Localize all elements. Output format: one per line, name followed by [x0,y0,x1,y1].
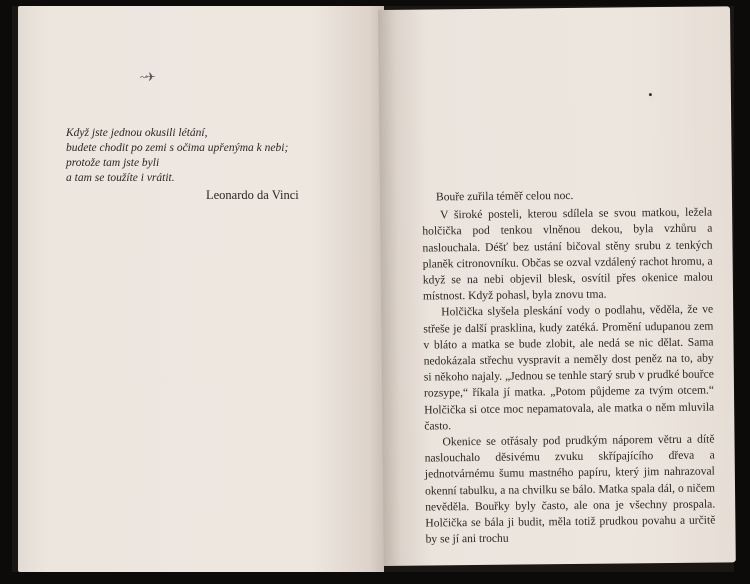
epigraph-line: protože tam jste byli [66,157,160,169]
paragraph: V široké posteli, kterou sdílela se svou matkou, ležela holčička pod tenkou vlněnou dekou, byla vzhůru a naslouchala. Déšť bez ustání bičoval stěny srubu z tenkých planěk citronovníku. Občas se ozval vzdálený rachot hromu, a když se na nebi objevil blesk, osvítil přes okenice malou místnost. Když pohasl, byla znovu tma. [422,205,713,303]
epigraph-line: Když jste jednou okusili létání, [66,127,208,139]
left-page [18,6,384,572]
right-page [378,6,736,566]
paragraph: Bouře zuřila téměř celou noc. [435,188,574,204]
epigraph-line: budete chodit po zemi s očima upřenýma k nebi; [66,142,289,154]
paragraph: Holčička slyšela pleskání vody o podlahu, věděla, že ve střeše je další prasklina, kudy zatéká. Promění udupanou zem v bláto a matka se bude zlobit, ale nedá se nic dělat. Sama nedokázala střechu vyspravit a neměly dost peněz na to, aby si někoho najaly. „Jednou se tenhle starý srub v prudké bouřce rozsype,“ říkala jí matka. „Potom půjdeme za tvým otcem.“ Holčička si otce moc nepamatovala, ale matka o něm mluvila často. [423,302,715,433]
epigraph-line: a tam se toužíte i vrátit. [66,172,175,184]
paragraph: Okenice se otřásaly pod prudkým náporem větru a dítě naslouchalo děsivému zvuku skřípajícího dřeva a jednotvárnému šumu mastného papíru, který jim nahrazoval okenní tabulku, a na chvilku se bálo. Matka spala dál, o ničem nevěděla. Bouřky byly často, ale ona je všechny prospala. Holčička se bála ji budit, měla totiž prudkou povahu a určitě by se jí ani trochu [424,432,716,546]
ink-dot [649,93,652,96]
open-book [12,6,734,572]
chapter-text [422,187,716,548]
epigraph-author: Leonardo da Vinci [206,188,299,202]
pencil-mark: ~✈ [140,70,155,84]
epigraph [66,126,366,186]
